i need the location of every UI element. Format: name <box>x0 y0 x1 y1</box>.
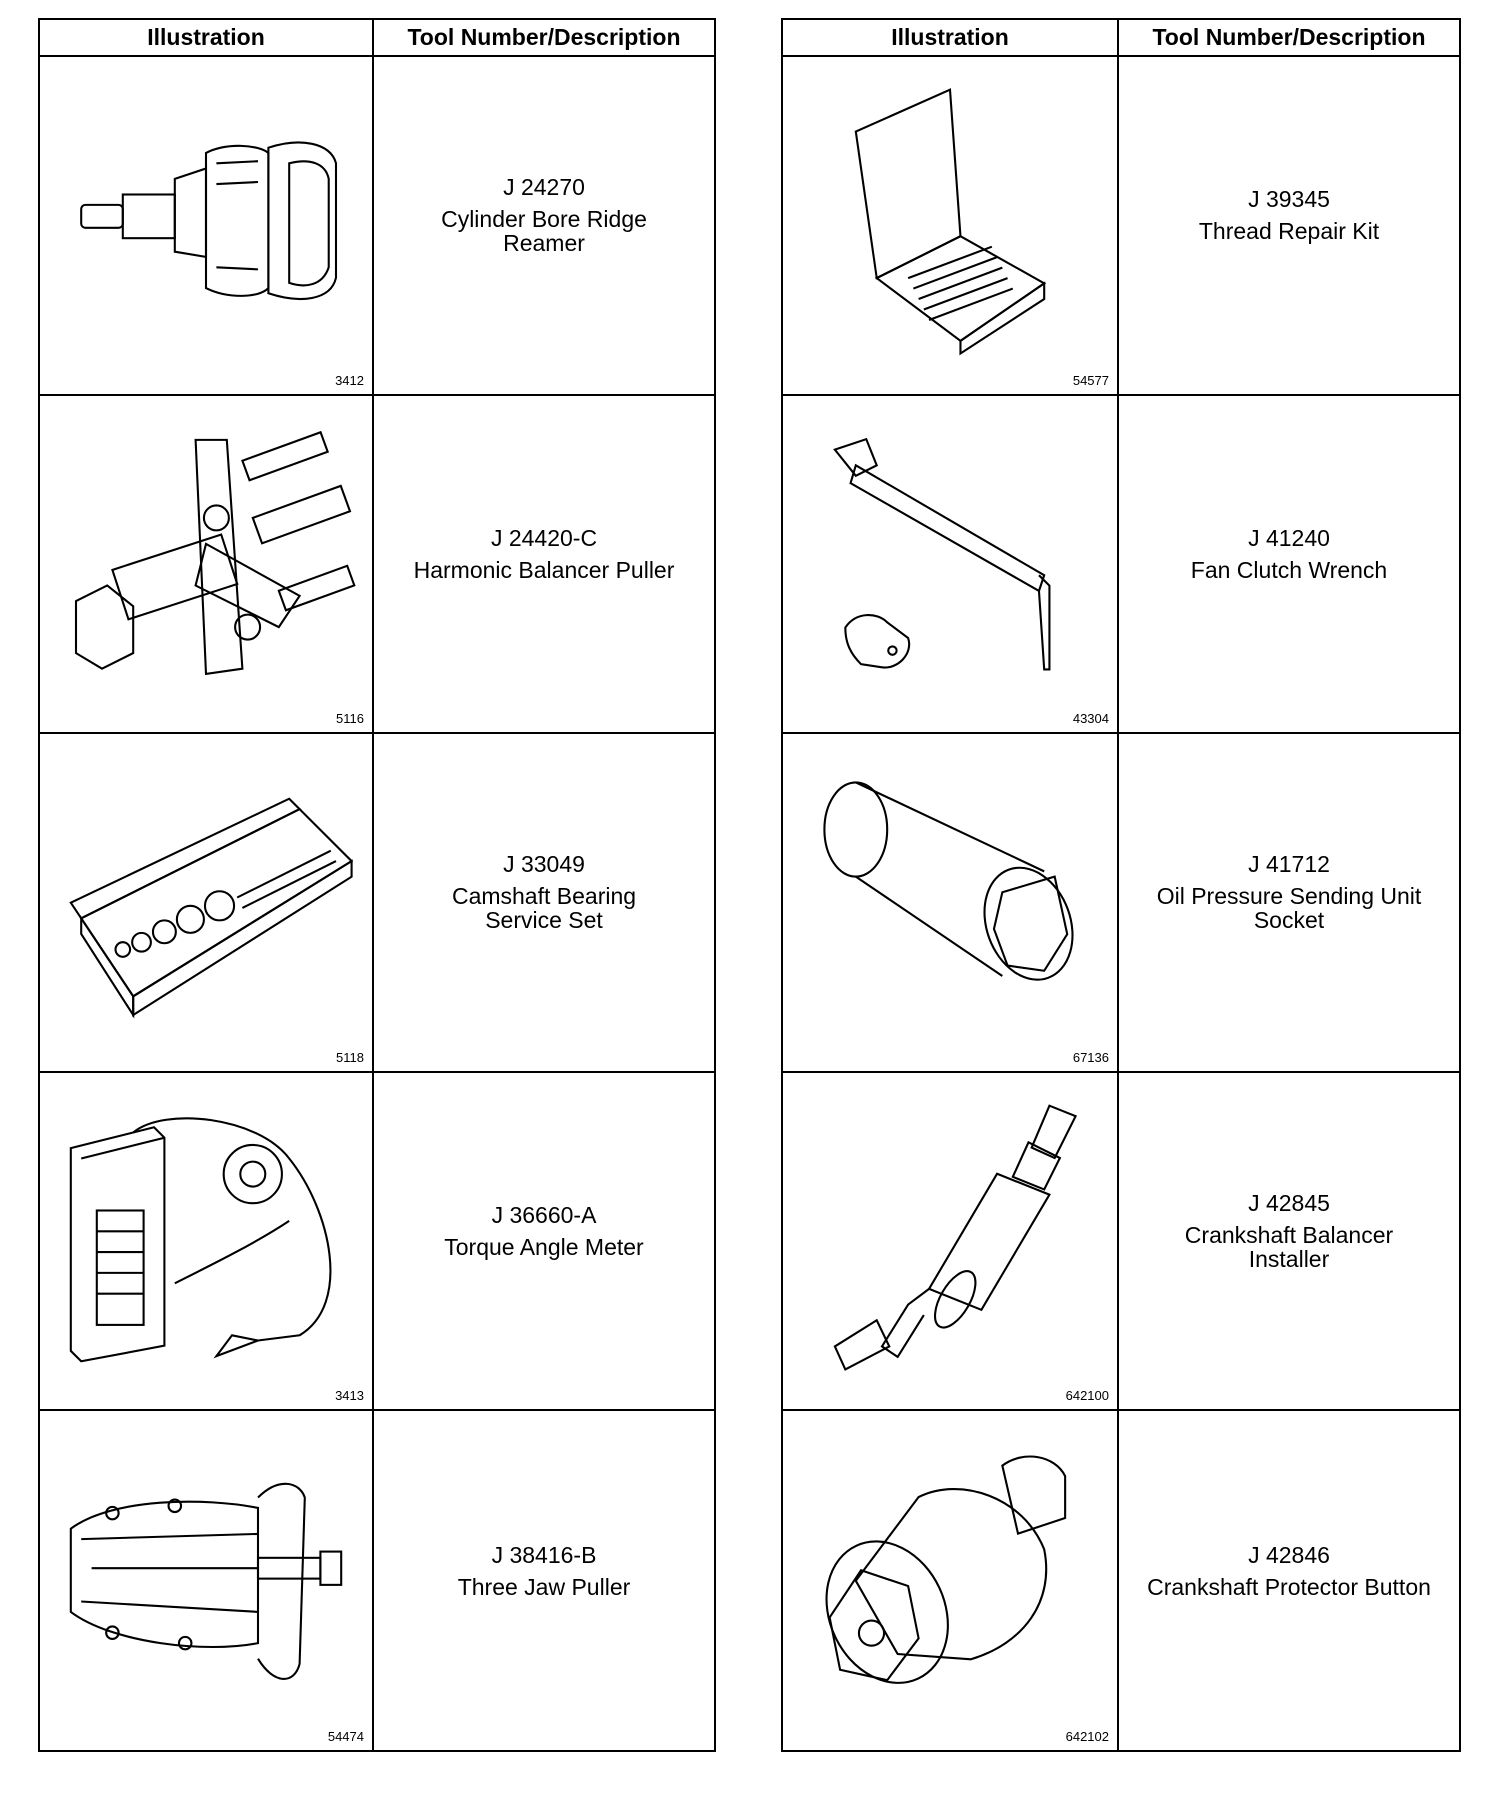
header-illustration: Illustration <box>40 20 374 57</box>
tool-description-cell <box>374 1073 714 1412</box>
crankshaft-protector-button-icon <box>793 1421 1107 1720</box>
figure-number: 642100 <box>1065 1388 1109 1404</box>
tool-name: Camshaft Bearing Service Set <box>451 883 637 934</box>
tool-number: J 36660-A <box>491 1202 597 1229</box>
tool-name: Crankshaft Balancer Installer <box>1184 1222 1394 1273</box>
tool-number: J 42845 <box>1248 1190 1330 1217</box>
figure-number: 3413 <box>335 1388 364 1404</box>
tool-description-cell <box>374 734 714 1073</box>
illustration-cell <box>40 396 374 735</box>
tool-description-cell <box>1119 396 1459 735</box>
figure-number: 43304 <box>1072 711 1109 727</box>
crankshaft-balancer-installer-icon <box>793 1083 1107 1380</box>
tool-description-cell <box>1119 734 1459 1073</box>
tool-description-cell <box>374 1411 714 1750</box>
fan-clutch-wrench-icon <box>793 406 1107 703</box>
tool-description-cell <box>1119 1073 1459 1412</box>
tool-name: Cylinder Bore Ridge Reamer <box>441 206 647 257</box>
tool-number: J 41240 <box>1248 524 1330 551</box>
harmonic-balancer-puller-icon <box>50 406 362 703</box>
tool-description-cell <box>374 57 714 396</box>
figure-number: 54577 <box>1072 372 1109 388</box>
figure-number: 642102 <box>1065 1729 1109 1744</box>
tool-description-cell <box>1119 57 1459 396</box>
tool-number: J 38416-B <box>491 1541 597 1568</box>
oil-pressure-socket-icon <box>793 744 1107 1041</box>
tool-number: J 39345 <box>1248 186 1330 213</box>
cylinder-bore-ridge-reamer-icon <box>50 67 362 364</box>
tool-name: Harmonic Balancer Puller <box>413 556 675 583</box>
header-illustration: Illustration <box>783 20 1119 57</box>
figure-number: 5118 <box>336 1049 364 1065</box>
illustration-cell <box>40 1411 374 1750</box>
figure-number: 5116 <box>336 711 364 727</box>
tool-number: J 42846 <box>1248 1541 1330 1568</box>
camshaft-bearing-service-set-icon <box>50 744 362 1041</box>
header-tool-description: Tool Number/Description <box>1119 20 1459 57</box>
illustration-cell <box>40 734 374 1073</box>
figure-number: 54474 <box>327 1729 364 1744</box>
illustration-cell <box>783 734 1119 1073</box>
tool-number: J 24270 <box>503 174 585 201</box>
header-tool-description: Tool Number/Description <box>374 20 714 57</box>
tool-name: Thread Repair Kit <box>1198 218 1380 245</box>
tool-description-cell <box>374 396 714 735</box>
three-jaw-puller-icon <box>50 1421 362 1720</box>
illustration-cell <box>783 396 1119 735</box>
tool-table-right <box>781 18 1461 1752</box>
figure-number: 3412 <box>335 372 364 388</box>
tool-name: Oil Pressure Sending Unit Socket <box>1156 883 1422 934</box>
figure-number: 67136 <box>1072 1049 1109 1065</box>
tool-name: Torque Angle Meter <box>444 1234 644 1261</box>
tool-number: J 33049 <box>503 851 585 878</box>
torque-angle-meter-icon <box>50 1083 362 1380</box>
tool-name: Crankshaft Protector Button <box>1147 1573 1431 1600</box>
tool-description-cell <box>1119 1411 1459 1750</box>
tool-name: Three Jaw Puller <box>457 1573 631 1600</box>
illustration-cell <box>783 1073 1119 1412</box>
illustration-cell <box>40 1073 374 1412</box>
tool-name: Fan Clutch Wrench <box>1190 556 1388 583</box>
tool-number: J 41712 <box>1248 851 1330 878</box>
tool-table-left <box>38 18 716 1752</box>
illustration-cell <box>40 57 374 396</box>
illustration-cell <box>783 1411 1119 1750</box>
illustration-cell <box>783 57 1119 396</box>
tool-number: J 24420-C <box>490 524 598 551</box>
thread-repair-kit-icon <box>793 67 1107 364</box>
